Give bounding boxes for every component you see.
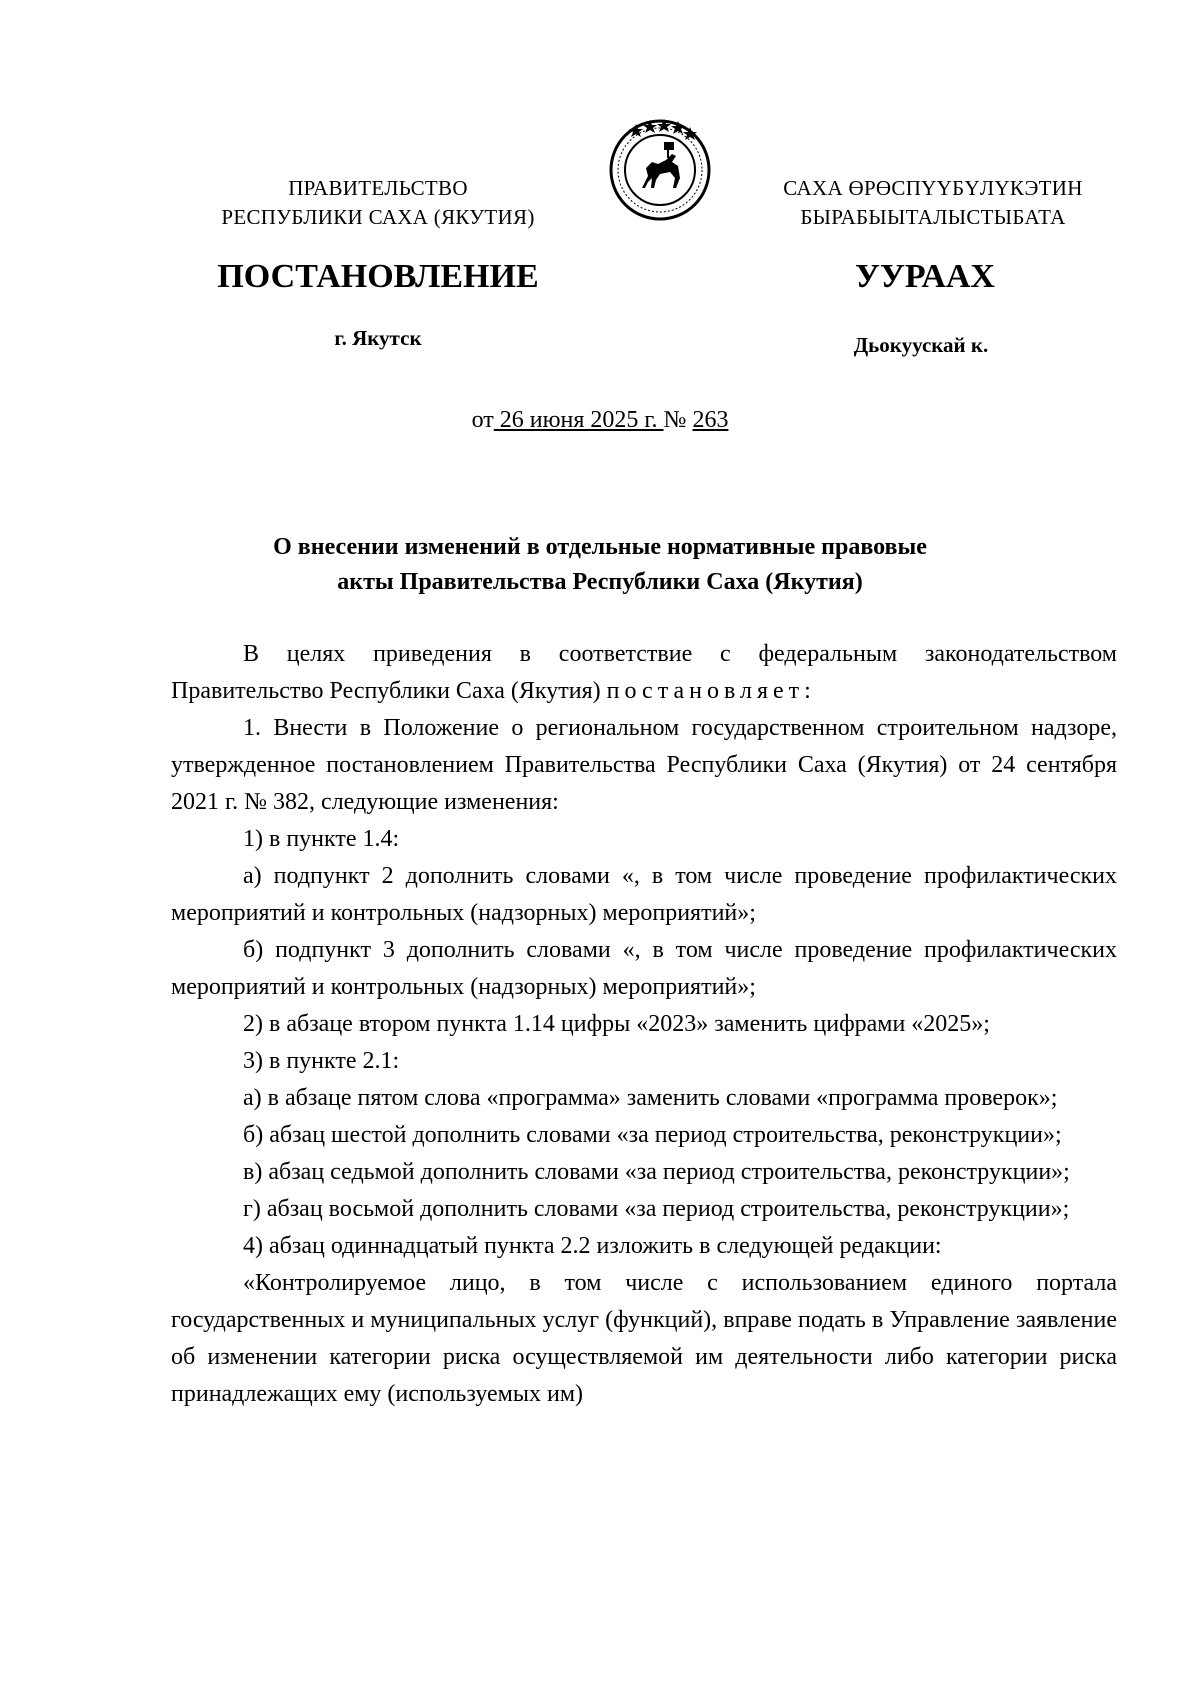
paragraph-text: В целях приведения в соответствие с федеральным законодательством Правительство Республики Саха (Якутия) — [171, 641, 1117, 704]
document-number: 263 — [692, 407, 729, 433]
paragraph: 3) в пункте 2.1: — [243, 1048, 400, 1074]
number-sign: № — [663, 407, 687, 433]
paragraph: а) подпункт 2 дополнить словами «, в том числе проведение профилактических мероприятий и контрольных (надзорных) мероприятий»; — [171, 863, 1117, 926]
header-left-line2: РЕСПУБЛИКИ САХА (ЯКУТИЯ) — [221, 205, 535, 229]
document-title — [190, 530, 1010, 600]
document-date: 26 июня 2025 г. — [493, 407, 664, 433]
paragraph: 2) в абзаце втором пункта 1.14 цифры «2023» заменить цифрами «2025»; — [243, 1011, 990, 1037]
header-right-line2: БЫРАБЫЫТАЛЫСТЫБАТА — [800, 205, 1066, 229]
document-title-line1: О внесении изменений в отдельные нормативные правовые — [273, 534, 927, 560]
document-title-line2: акты Правительства Республики Саха (Якутия) — [337, 569, 863, 595]
paragraph: а) в абзаце пятом слова «программа» заменить словами «программа проверок»; — [243, 1085, 1058, 1111]
document-body — [171, 636, 1117, 1413]
city-sah: Дьокуускай к. — [853, 333, 989, 357]
paragraph: 1) в пункте 1.4: — [243, 826, 400, 852]
paragraph: б) абзац шестой дополнить словами «за период строительства, реконструкции»; — [243, 1122, 1062, 1148]
paragraph: в) абзац седьмой дополнить словами «за период строительства, реконструкции»; — [243, 1159, 1070, 1185]
doc-type-title-ru: ПОСТАНОВЛЕНИЕ — [217, 258, 539, 295]
header-right — [743, 174, 1123, 232]
dateline-prefix: от — [471, 407, 494, 433]
city-ru: г. Якутск — [334, 326, 422, 350]
paragraph: б) подпункт 3 дополнить словами «, в том числе проведение профилактических мероприятий и контрольных (надзорных) мероприятий»; — [171, 937, 1117, 1000]
header-right-line1: САХА ӨРӨСПҮҮБҮЛҮКЭТИН — [783, 176, 1083, 200]
paragraph — [171, 636, 1117, 710]
resolves-word: постановляет: — [606, 678, 816, 704]
paragraph: 1. Внести в Положение о региональном государственном строительном надзоре, утвержденное постановлением Правительства Республики Саха (Якутия) от 24 сентября 2021 г. № 382, следующие изменения: — [171, 715, 1117, 815]
header-left-line1: ПРАВИТЕЛЬСТВО — [288, 176, 468, 200]
paragraph: «Контролируемое лицо, в том числе с использованием единого портала государственных и муниципальных услуг (функций), вправе подать в Управление заявление об изменении категории риска осуществляемой им деятельности либо категории риска принадлежащих ему (используемых им) — [171, 1270, 1117, 1407]
dateline — [0, 407, 1200, 434]
doc-type-title-sah: УУРААХ — [855, 258, 995, 295]
header-left — [188, 174, 568, 232]
coat-of-arms-emblem-icon — [606, 114, 714, 222]
paragraph: г) абзац восьмой дополнить словами «за период строительства, реконструкции»; — [243, 1196, 1070, 1222]
paragraph: 4) абзац одиннадцатый пункта 2.2 изложить в следующей редакции: — [243, 1233, 942, 1259]
